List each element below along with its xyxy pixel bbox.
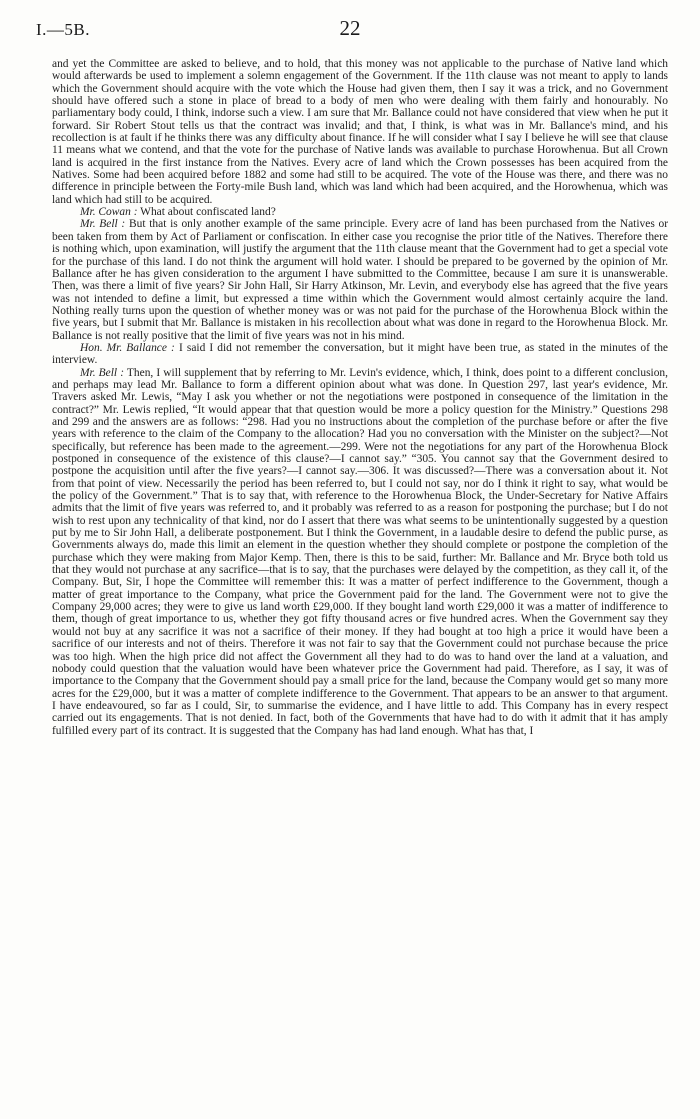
document-reference: I.—5B. [36, 20, 90, 39]
paragraph-text: But that is only another example of the same principle. Every acre of land has been purchased from the Natives or been taken from them by Act of Parliament or confiscation. In either case you recognise the prior title of the Natives. Therefore there is nothing which, upon examination, will justify the argument that the 11th clause meant that the Government had to get a special vote for the purchase of this land. I do not think the argument will hold water. I should be prepared to be governed by the opinion of Mr. Ballance after he has given consideration to the argument I have submitted to the Committee, because I am sure it is unanswerable. Then, was there a limit of five years? Sir John Hall, Sir Harry Atkinson, Mr. Levin, and everybody else has agreed that the five years was not intended to define a limit, but expressed a time within which the Government would almost certainly acquire the land. Nothing really turns upon the question of whether money was or was not paid for the purchase of the Horowhenua Block within the five years, but I submit that Mr. Ballance is mistaken in his recollection about what was done in regard to the Horowhenua Block. Mr. Ballance is not really positive that the limit of five years was not in his mind. [52, 218, 669, 342]
page-number: 22 [339, 16, 361, 40]
running-header [36, 12, 664, 46]
speaker-label: Mr. Bell : [80, 366, 125, 379]
paragraph-text: I said I did not remember the conversation, but it might have been true, as stated in the minutes of the interview. [52, 341, 668, 367]
paragraph [52, 367, 668, 737]
paragraph [52, 206, 668, 218]
paragraph-text: What about confiscated land? [140, 206, 276, 219]
paragraph-text: Then, I will supplement that by referring to Mr. Levin's evidence, which, I think, does point to a different conclusion, and perhaps may lead Mr. Ballance to form a different opinion about what was done. In Question 297, last year's evidence, Mr. Travers asked Mr. Lewis, “May I ask you whether or not the negotiations were postponed in consequence of the limitation in the contract?” Mr. Lewis replied, “It would appear that that question would be more a policy question for the Ministry.” Questions 298 and 299 and the answers are as follows: “298. Had you no instructions about the completion of the purchase before or after the five years with reference to the claim of the Company to the allocation? Had you no conversation with the Minister on the subject?—Not specifically, but reference has been made to the agreement.—299. Were not the negotiations for any part of the Horowhenua Block postponed in consequence of the existence of this clause?—I cannot say.” “305. You cannot say that the Government desired to postpone the acquisition until after the five years?—I cannot say.—306. It was discussed?—There was a conversation about it. Not from that point of view. Necessarily the period has been referred to, but I could not say, nor do I think it right to say, what would be the policy of the Government.” That is to say that, with reference to the Horowhenua Block, the Under-Secretary for Native Affairs admits that the limit of five years was referred to, and it probably was referred to as a reason for postponing the purchase; but I do not wish to rest upon any technicality of that kind, nor do I assert that there was what seems to be unintentionally suggested by a question put by me to Sir John Hall, a deliberate postponement. But I think the Government, in a laudable desire to defend the public purse, as Governments always do, made this limit an element in the question whether they should complete or postpone the completion of the purchase which they were making from Major Kemp. Then, there is this to be said, further: Mr. Ballance and Mr. Bryce both told us that they would not purchase at any sacrifice—that is to say, that the purchases were delayed by the competition, as they call it, of the Company. But, Sir, I hope the Committee will remember this: It was a matter of perfect indifference to the Government, though a matter of great importance to the Company, what price the Government paid for the land. The Government were not to give the Company 29,000 acres; they were to give us land worth £29,000. If they bought land worth £29,000 it was a matter of indifference to them, though of great importance to us, whether they got fifty thousand acres or five hundred acres. When the Government say they would not buy at any sacrifice it was not a sacrifice of their money. If they had bought at too high a price it would have been a sacrifice of our interests and not of theirs. Therefore it was not fair to say that the Government could not purchase because the price was too high. When the high price did not affect the Government all they had to do was to hand over the land at a valuation, and nobody could question that the valuation would have been whatever price the Government had paid. Therefore, as I say, it was of importance to the Company that the Government should pay a small price for the land, because the Company would get so many more acres for the £29,000, but it was a matter of complete indifference to the Government. That appears to be an answer to that argument. I have endeavoured, so far as I could, Sir, to summarise the evidence, and I have little to add. This Company has in every respect carried out its engagements. That is not denied. In fact, both of the Governments that have had to do with it admit that it has amply fulfilled every part of its contract. It is suggested that the Company has had land enough. What has that, I [52, 366, 668, 737]
speaker-label: Hon. Mr. Ballance : [80, 341, 175, 354]
body-text [52, 58, 668, 737]
paragraph [52, 58, 668, 206]
paragraph [52, 342, 668, 367]
paragraph-text: and yet the Committee are asked to believe, and to hold, that this money was not applicable to the purchase of Native land which would afterwards be used to implement a solemn engagement of the Government. If the 11th clause was not meant to apply to lands which the Government should acquire with the vote which the House had given them, then I say it was a trick, and no Government should have offered such a stone in place of bread to a body of men who were dealing with them fairly and honourably. No parliamentary body could, I think, indorse such a view. I am sure that Mr. Ballance could not have considered that view when he put it forward. Sir Robert Stout tells us that the contract was invalid; and that, I think, is what was in Mr. Ballance's mind, and his recollection is at fault if he thinks there was any difficulty about finance. If he will consider what I say I believe he will see that clause 11 means what we contend, and that the vote for the purchase of Native lands was available to purchase Horowhenua. But all Crown land is acquired in the first instance from the Natives. Every acre of land which the Crown possesses has been acquired from the Natives. Some had been acquired before 1882 and some had still to be acquired. The vote of the House was there, and there was no difference in principle between the Forty-mile Bush land, which was land which had been acquired, and the Horowhenua, which was land which had still to be acquired. [52, 58, 668, 206]
paragraph [52, 218, 668, 341]
speaker-label: Mr. Cowan : [80, 206, 138, 219]
speaker-label: Mr. Bell : [80, 218, 126, 231]
